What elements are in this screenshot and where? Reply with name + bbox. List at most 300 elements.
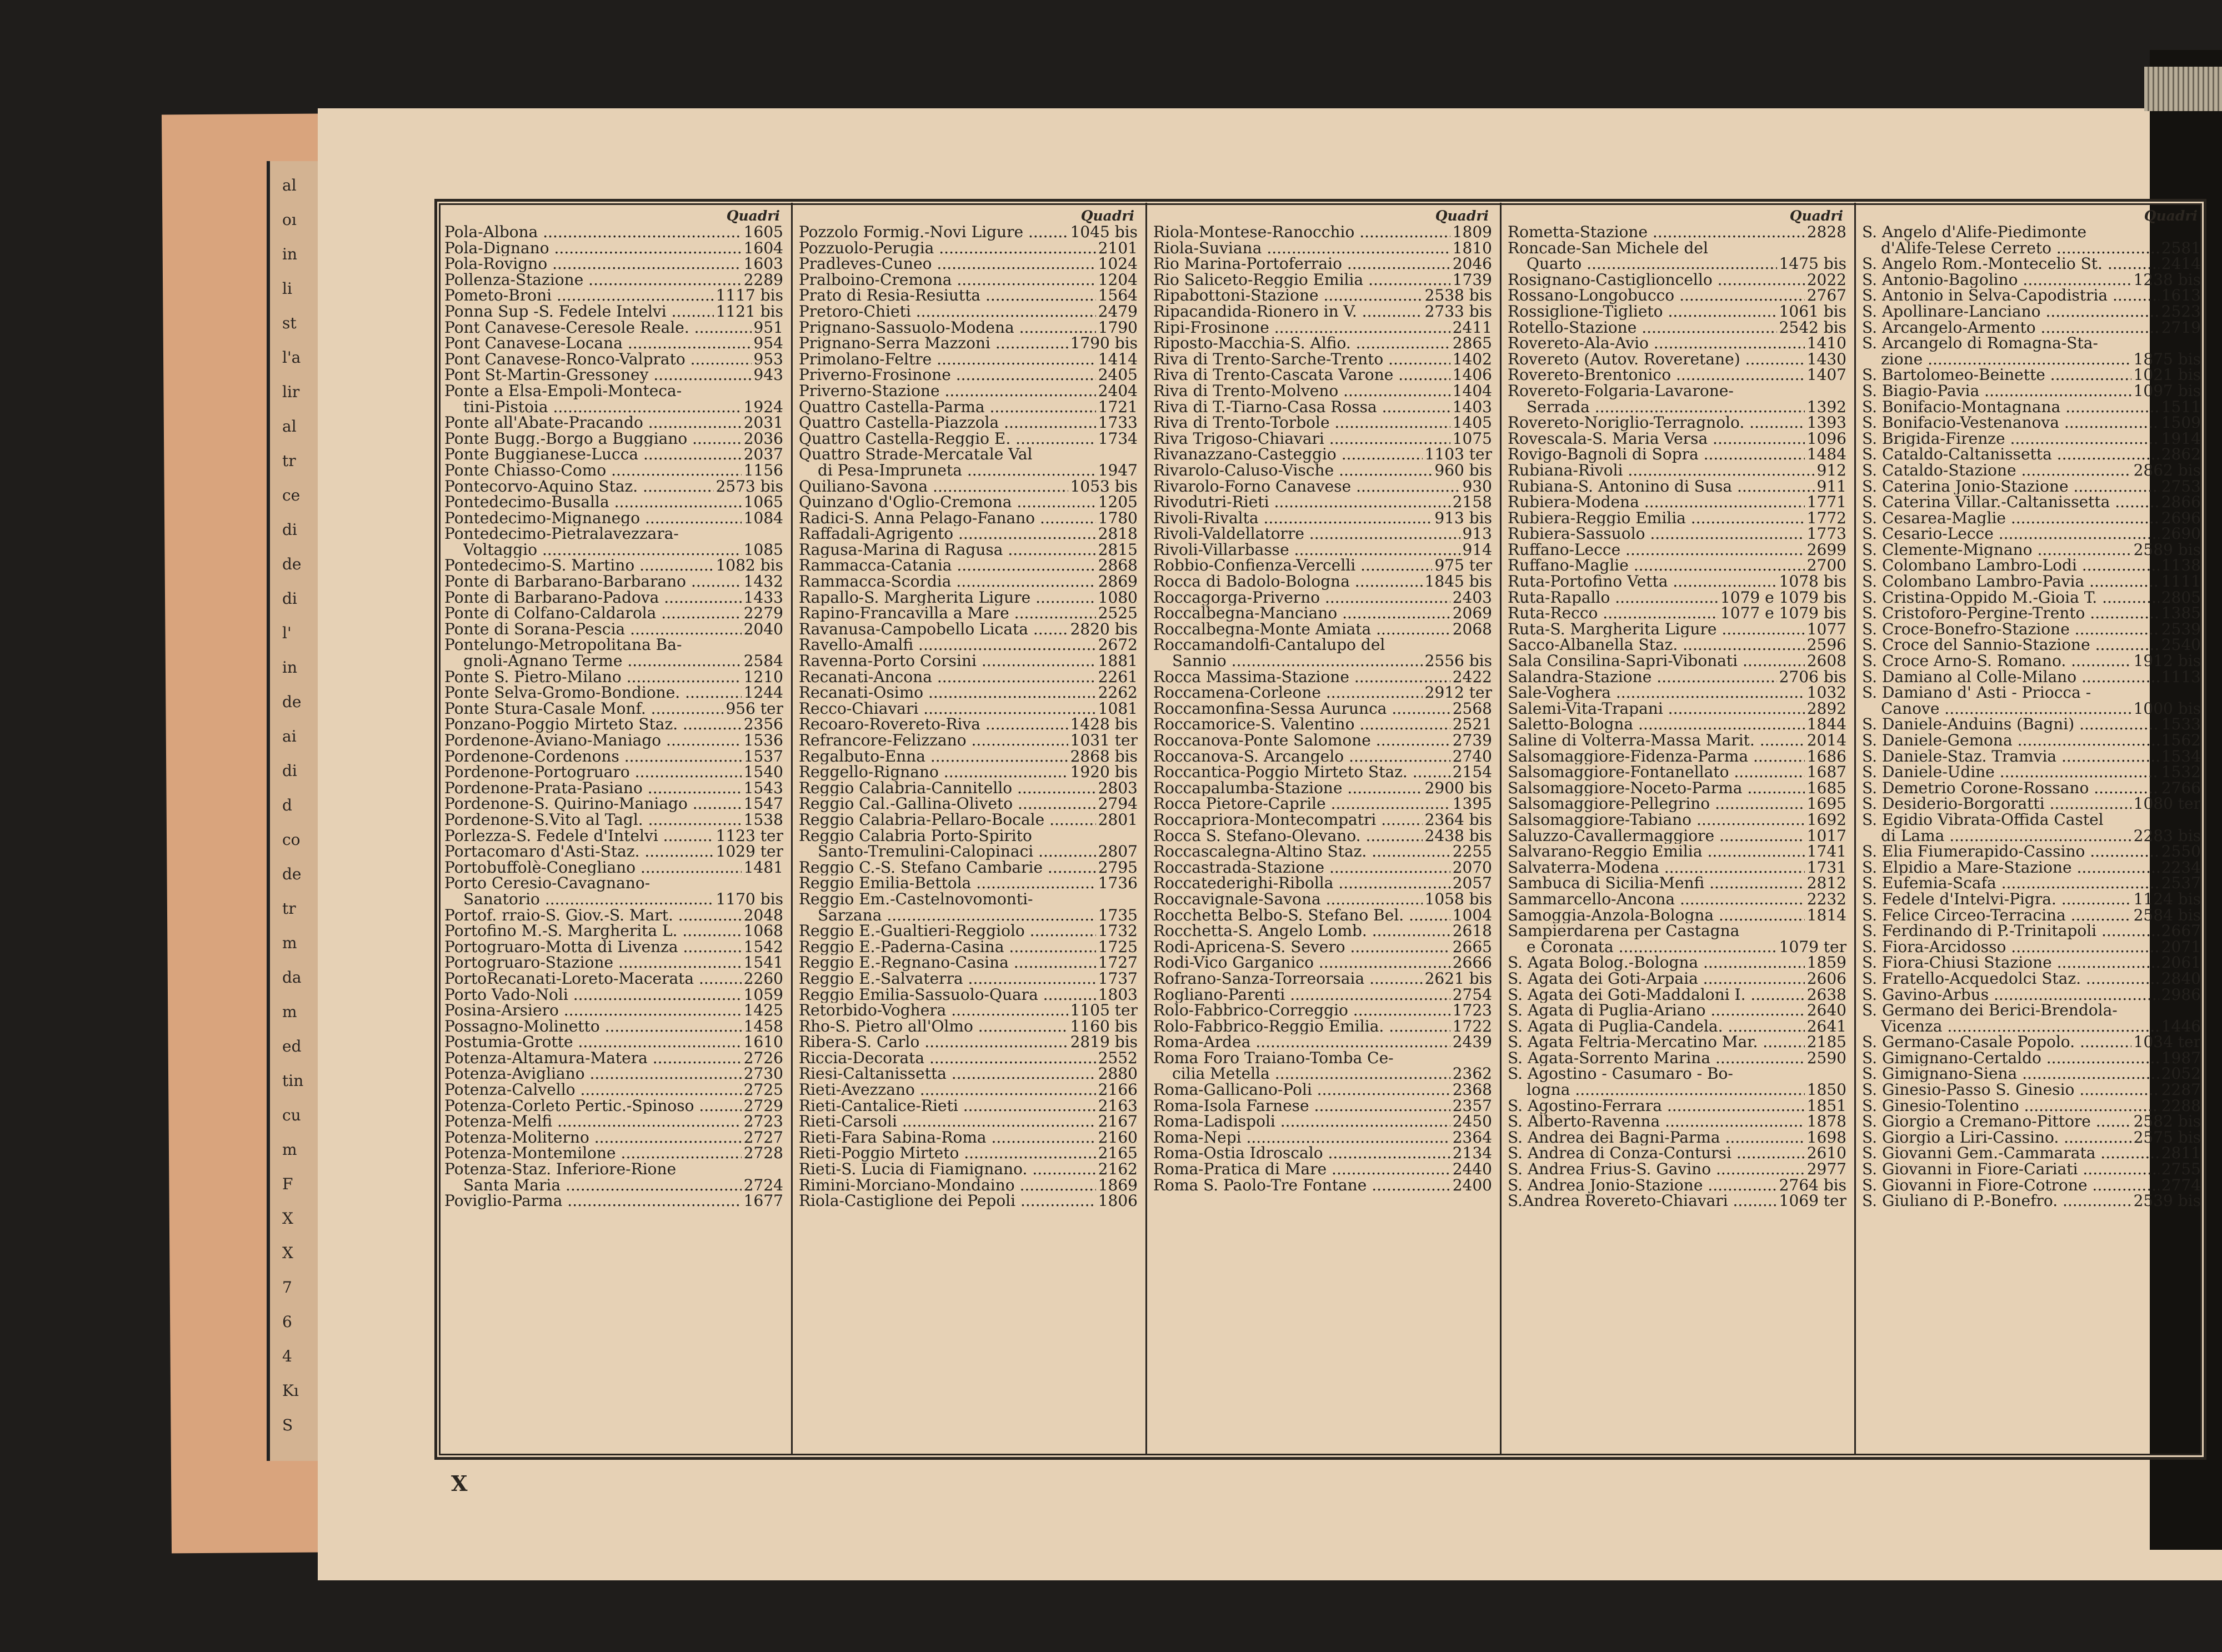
route-name: Rovereto-Ala-Avio ..... bbox=[1508, 336, 1805, 352]
index-entry bbox=[1508, 447, 1846, 463]
route-name: Rivoli-Valdellatorre ..... bbox=[1153, 526, 1460, 542]
route-name: Recco-Chiavari ..... bbox=[799, 701, 1096, 717]
quadro-number: 1790 bis bbox=[1070, 334, 1138, 353]
index-entry bbox=[1153, 669, 1492, 685]
quadro-number: 1806 bbox=[1098, 1192, 1138, 1210]
index-entry bbox=[1153, 1098, 1492, 1114]
route-name: Retorbido-Voghera ..... bbox=[799, 1003, 1068, 1019]
previous-page-text-fragment: in bbox=[282, 658, 297, 677]
route-name: Pont St-Martin-Gressoney ..... bbox=[444, 367, 752, 383]
quadro-number: 2185 bbox=[1806, 1033, 1846, 1052]
index-entry bbox=[1508, 860, 1846, 876]
index-entry bbox=[1153, 844, 1492, 860]
index-entry bbox=[799, 796, 1138, 812]
route-name: Ruta-Recco ..... bbox=[1508, 605, 1718, 622]
index-entry bbox=[799, 971, 1138, 987]
quadro-number: 1402 bbox=[1452, 349, 1492, 368]
index-entry bbox=[444, 349, 783, 368]
route-name: Rocca Pietore-Caprile ..... bbox=[1153, 796, 1450, 812]
index-entry bbox=[444, 1019, 783, 1035]
quadro-number: 1869 bbox=[1098, 1175, 1138, 1194]
route-name: Rubiana-Rivoli ..... bbox=[1508, 463, 1815, 479]
route-name: Salandra-Stazione ..... bbox=[1508, 669, 1777, 685]
quadro-number: 1810 bbox=[1452, 238, 1492, 257]
index-entry bbox=[1862, 764, 2201, 780]
quadro-number: 1082 bis bbox=[715, 556, 783, 575]
route-name: Roccanova-Ponte Salomone ..... bbox=[1153, 733, 1450, 749]
index-entry bbox=[1153, 812, 1492, 828]
quadro-number: 1920 bis bbox=[1070, 763, 1138, 782]
route-name: S. Ginesio-Passo S. Ginesio ..... bbox=[1862, 1082, 2159, 1098]
index-entry bbox=[1862, 447, 2201, 463]
route-name: Ponte di Colfano-Caldarola ..... bbox=[444, 605, 742, 622]
route-name: Reggello-Rignano ..... bbox=[799, 764, 1068, 780]
index-entry bbox=[1153, 1175, 1492, 1194]
quadro-number: 1511 bbox=[2161, 397, 2201, 416]
route-name: Pozzuolo-Perugia ..... bbox=[799, 241, 1096, 257]
index-entry bbox=[799, 349, 1138, 368]
quadro-number: 1814 bbox=[1806, 905, 1846, 924]
index-entry bbox=[1508, 304, 1846, 320]
quadro-number: 1739 bbox=[1452, 270, 1492, 289]
index-entry bbox=[1153, 733, 1492, 749]
index-entry bbox=[1153, 479, 1492, 495]
route-name: Rivoli-Rivalta ..... bbox=[1153, 510, 1432, 527]
index-entry bbox=[444, 1003, 783, 1019]
index-entry bbox=[799, 1193, 1138, 1209]
quadro-number: 1414 bbox=[1098, 349, 1138, 368]
index-entry bbox=[444, 1034, 783, 1050]
index-entry bbox=[1153, 749, 1492, 765]
index-entry bbox=[1862, 320, 2201, 336]
route-name: S. Elpidio a Mare-Stazione ..... bbox=[1862, 860, 2159, 876]
index-entry bbox=[799, 685, 1138, 701]
previous-page-text-fragment: di bbox=[282, 520, 297, 539]
route-name: Rubiera-Modena ..... bbox=[1508, 494, 1805, 510]
quadro-number: 2154 bbox=[1452, 763, 1492, 782]
route-name: Rosignano-Castiglioncello ..... bbox=[1508, 272, 1805, 288]
quadro-number: 2606 bbox=[1806, 969, 1846, 988]
route-name: Ripacandida-Rionero in V. ..... bbox=[1153, 304, 1423, 320]
quadro-number: 2101 bbox=[1098, 238, 1138, 257]
index-entry bbox=[444, 320, 783, 336]
route-name: S. Agostino-Ferrara ..... bbox=[1508, 1098, 1805, 1114]
quadro-number bbox=[781, 637, 783, 653]
index-entry bbox=[799, 526, 1138, 542]
quadro-number: 1405 bbox=[1452, 413, 1492, 432]
quadro-number: 1410 bbox=[1806, 334, 1846, 353]
index-entry bbox=[799, 1175, 1138, 1194]
previous-page-text-fragment: 7 bbox=[282, 1278, 292, 1296]
route-name: Roma-Nepi ..... bbox=[1153, 1130, 1450, 1146]
route-name: Roma Foro Traiano-Tomba Ce- bbox=[1153, 1050, 1394, 1067]
route-name: Roccavignale-Savona ..... bbox=[1153, 892, 1423, 908]
route-name: Rocca Massima-Stazione ..... bbox=[1153, 669, 1450, 685]
previous-page-text-fragment: co bbox=[282, 830, 301, 849]
route-name: Quattro Castella-Piazzola ..... bbox=[799, 415, 1096, 431]
index-entry bbox=[799, 955, 1138, 971]
index-entry bbox=[799, 637, 1138, 653]
route-name: Roccastrada-Stazione ..... bbox=[1153, 860, 1450, 876]
route-name: Rammacca-Catania ..... bbox=[799, 558, 1096, 574]
quadro-number bbox=[1490, 637, 1492, 653]
quadro-number: 1564 bbox=[1098, 286, 1138, 305]
index-entry bbox=[1862, 796, 2201, 812]
route-name: Rolo-Fabbrico-Reggio Emilia. ..... bbox=[1153, 1019, 1450, 1035]
quadro-number: 2729 bbox=[743, 1096, 783, 1115]
route-name: Rio Saliceto-Reggio Emilia ..... bbox=[1153, 272, 1450, 288]
quadro-number: 2640 bbox=[1806, 1001, 1846, 1020]
index-entry bbox=[1862, 971, 2201, 987]
index-entry bbox=[1508, 272, 1846, 288]
route-name: Samoggia-Anzola-Bologna ..... bbox=[1508, 908, 1805, 924]
quadro-number: 1458 bbox=[743, 1017, 783, 1035]
quadro-number: 2538 bis bbox=[1424, 286, 1492, 305]
route-name: Porto Vado-Noli ..... bbox=[444, 987, 742, 1003]
quadro-number: 2794 bbox=[1098, 794, 1138, 813]
quadro-number: 2362 bbox=[1452, 1064, 1492, 1083]
quadro-number: 1695 bbox=[1806, 794, 1846, 813]
index-entry bbox=[1153, 1130, 1492, 1146]
index-entry bbox=[799, 1003, 1138, 1019]
route-name: Pola-Dignano ..... bbox=[444, 241, 742, 257]
quadro-number: 2977 bbox=[1806, 1160, 1846, 1179]
previous-page-text-fragment: de bbox=[282, 555, 302, 573]
index-entry bbox=[444, 460, 783, 479]
previous-page-text-fragment: al bbox=[282, 176, 297, 194]
index-entry bbox=[444, 1114, 783, 1130]
index-entry bbox=[444, 399, 783, 415]
index-entry bbox=[444, 717, 783, 733]
index-entry bbox=[444, 1175, 783, 1194]
route-name: Ripi-Frosinone ..... bbox=[1153, 320, 1450, 336]
quadro-number: 913 bbox=[1462, 524, 1492, 543]
quadro-number: 1509 bbox=[2161, 413, 2201, 432]
quadro-number: 2868 bis bbox=[1070, 747, 1138, 765]
quadro-number: 1053 bis bbox=[1070, 477, 1138, 495]
index-entry bbox=[1862, 224, 2201, 241]
quadro-number: 1069 ter bbox=[1779, 1192, 1846, 1210]
route-name: Roccascalegna-Altino Staz. ..... bbox=[1153, 844, 1450, 860]
index-entry bbox=[799, 238, 1138, 257]
route-name: Sannio ..... bbox=[1172, 653, 1423, 669]
quadro-number: 1205 bbox=[1098, 493, 1138, 512]
route-name: Robbio-Confienza-Vercelli ..... bbox=[1153, 558, 1432, 574]
quadro-number bbox=[1844, 241, 1846, 257]
quadro-number: 1687 bbox=[1806, 763, 1846, 782]
quadro-number: 2733 bis bbox=[1424, 302, 1492, 321]
index-entry bbox=[1508, 1034, 1846, 1050]
route-name: Rivanazzano-Casteggio ..... bbox=[1153, 447, 1423, 463]
quadro-number: 1084 bbox=[743, 508, 783, 527]
route-name: Portogruaro-Motta di Livenza ..... bbox=[444, 939, 742, 955]
index-entry bbox=[1862, 1066, 2201, 1082]
quadro-number: 2699 bbox=[1806, 540, 1846, 559]
route-name: Pontedecimo-Mignanego ..... bbox=[444, 510, 742, 527]
index-entry bbox=[1508, 733, 1846, 749]
route-name: Riva di Trento-Sarche-Trento ..... bbox=[1153, 352, 1450, 368]
previous-page-text-fragment: Kı bbox=[282, 1381, 299, 1400]
index-entry bbox=[799, 844, 1138, 860]
route-name: Rogliano-Parenti ..... bbox=[1153, 987, 1450, 1003]
route-name: Pontedecimo-Pietralavezzara- bbox=[444, 526, 679, 542]
quadro-number: 2160 bbox=[1098, 1128, 1138, 1147]
route-name: Salsomaggiore-Tabiano ..... bbox=[1508, 812, 1805, 828]
route-name: Prato di Resia-Resiutta ..... bbox=[799, 288, 1096, 304]
index-entry bbox=[1153, 905, 1492, 924]
previous-page-text-fragment: li bbox=[282, 279, 292, 298]
quadro-number bbox=[2199, 685, 2201, 701]
quadro-number: 1780 bbox=[1098, 508, 1138, 527]
route-name: S.Andrea Rovereto-Chiavari ..... bbox=[1508, 1193, 1777, 1209]
quadro-number: 2069 bbox=[1452, 604, 1492, 623]
route-name: Ponte S. Pietro-Milano ..... bbox=[444, 669, 742, 685]
quadro-number: 2364 bis bbox=[1424, 810, 1492, 829]
quadro-number: 1065 bbox=[743, 493, 783, 512]
route-name: Rimini-Morciano-Mondaino ..... bbox=[799, 1178, 1096, 1194]
route-name: Rovigo-Bagnoli di Sopra ..... bbox=[1508, 447, 1805, 463]
route-name: Reggio C.-S. Stefano Cambarie ..... bbox=[799, 860, 1096, 876]
index-entry bbox=[1153, 574, 1492, 590]
quadro-number: 2862 bbox=[2161, 445, 2201, 464]
quadro-number: 913 bis bbox=[1434, 508, 1492, 527]
index-entry bbox=[799, 749, 1138, 765]
quadro-number bbox=[1844, 1066, 1846, 1082]
index-entry bbox=[1508, 685, 1846, 701]
index-entry bbox=[799, 272, 1138, 288]
route-name: Quarto ..... bbox=[1527, 256, 1777, 272]
route-name: Rofrano-Sanza-Torreorsaia ..... bbox=[1153, 971, 1423, 987]
quadro-number: 2163 bbox=[1098, 1096, 1138, 1115]
index-entry bbox=[1508, 889, 1846, 908]
quadro-number: 2071 bbox=[2161, 937, 2201, 956]
route-name: Rossiglione-Tiglieto ..... bbox=[1508, 304, 1777, 320]
route-name: S. Andrea di Conza-Contursi ..... bbox=[1508, 1145, 1805, 1162]
previous-page-text-fragment: tr bbox=[282, 452, 296, 470]
quadro-number: 1403 bbox=[1452, 397, 1492, 416]
route-name: Potenza-Corleto Pertic.-Spinoso ..... bbox=[444, 1098, 742, 1114]
index-column-3 bbox=[1153, 208, 1492, 1452]
route-name: Recanati-Ancona ..... bbox=[799, 669, 1096, 685]
index-entry bbox=[444, 574, 783, 590]
quadro-number: 2584 bbox=[743, 652, 783, 670]
route-name: S. Colombano Lambro-Pavia ..... bbox=[1862, 574, 2159, 590]
quadro-number bbox=[781, 1162, 783, 1178]
quadro-number: 1484 bbox=[1806, 445, 1846, 464]
previous-page-text-fragment: l' bbox=[282, 624, 292, 642]
route-name: Reggio Cal.-Gallina-Oliveto ..... bbox=[799, 796, 1096, 812]
route-name: Rodi-Vico Garganico ..... bbox=[1153, 955, 1450, 971]
quadro-number: 1722 bbox=[1452, 1017, 1492, 1035]
route-name: Rivoli-Villarbasse ..... bbox=[1153, 542, 1460, 558]
route-name: S. Ferdinando di P.-Trinitapoli ..... bbox=[1862, 923, 2159, 939]
index-entry bbox=[1862, 669, 2201, 685]
route-name: Ravanusa-Campobello Licata ..... bbox=[799, 622, 1068, 638]
index-entry bbox=[1508, 1050, 1846, 1067]
index-entry bbox=[799, 1162, 1138, 1178]
column-header: Quadri bbox=[726, 208, 780, 224]
route-name: S. Cesario-Lecce ..... bbox=[1862, 526, 2159, 542]
route-name: S. Gimignano-Siena ..... bbox=[1862, 1066, 2159, 1082]
quadro-number: 2608 bbox=[1806, 652, 1846, 670]
index-entry bbox=[1862, 558, 2201, 574]
quadro-number: 2868 bbox=[1098, 556, 1138, 575]
index-entry bbox=[1153, 796, 1492, 812]
quadro-number: 1425 bbox=[743, 1001, 783, 1020]
route-name: S. Andrea Frius-S. Gavino ..... bbox=[1508, 1162, 1805, 1178]
route-name: Recoaro-Rovereto-Riva ..... bbox=[799, 717, 1068, 733]
route-name: Roccatederighi-Ribolla ..... bbox=[1153, 875, 1450, 892]
quadro-number: 2260 bbox=[743, 969, 783, 988]
quadro-number: 2795 bbox=[1098, 858, 1138, 877]
route-name: Roccanova-S. Arcangelo ..... bbox=[1153, 749, 1450, 765]
quadro-number: 2422 bbox=[1452, 667, 1492, 686]
quadro-number: 1406 bbox=[1452, 366, 1492, 384]
quadro-number: 1723 bbox=[1452, 1001, 1492, 1020]
quadro-number: 2596 bbox=[1806, 635, 1846, 654]
quadro-number: 1692 bbox=[1806, 810, 1846, 829]
index-entry bbox=[1153, 1050, 1492, 1067]
index-entry bbox=[1508, 1145, 1846, 1162]
quadro-number bbox=[781, 383, 783, 399]
index-entry bbox=[1153, 336, 1492, 352]
index-entry bbox=[1862, 1034, 2201, 1050]
index-entry bbox=[444, 336, 783, 352]
route-name: Portacomaro d'Asti-Staz. ..... bbox=[444, 844, 714, 860]
route-name: Rieti-S. Lucia di Fiamignano. ..... bbox=[799, 1162, 1096, 1178]
route-name: S. Bonifacio-Vestenanova ..... bbox=[1862, 415, 2159, 431]
quadro-number: 2754 bbox=[1452, 985, 1492, 1004]
previous-page-text-fragment: in bbox=[282, 245, 297, 263]
route-name: Roccapriora-Montecompatri ..... bbox=[1153, 812, 1423, 828]
index-entry bbox=[1153, 653, 1492, 669]
route-name: Pordenone-Aviano-Maniago ..... bbox=[444, 733, 742, 749]
route-name: Roma S. Paolo-Tre Fontane ..... bbox=[1153, 1178, 1450, 1194]
index-entry bbox=[1153, 1145, 1492, 1162]
route-name: Pola-Albona ..... bbox=[444, 224, 742, 241]
index-entry bbox=[1862, 1098, 2201, 1114]
route-name: Primolano-Feltre ..... bbox=[799, 352, 1096, 368]
quadro-number: 1113 bbox=[2161, 667, 2201, 686]
route-name: Reggio E.-Paderna-Casina ..... bbox=[799, 939, 1096, 955]
route-name: Quiliano-Savona ..... bbox=[799, 479, 1068, 495]
index-entry bbox=[1153, 1162, 1492, 1178]
index-entry bbox=[1508, 1082, 1846, 1098]
route-name: Portogruaro-Stazione ..... bbox=[444, 955, 742, 971]
quadro-number: 2167 bbox=[1098, 1112, 1138, 1131]
index-entry bbox=[1862, 399, 2201, 415]
quadro-number: 2575 bis bbox=[2133, 1128, 2201, 1147]
route-name: S. Giorgio a Liri-Cassino. ..... bbox=[1862, 1130, 2131, 1146]
quadro-number: 1924 bbox=[743, 397, 783, 416]
route-name: Postumia-Grotte ..... bbox=[444, 1034, 742, 1050]
index-entry bbox=[1508, 288, 1846, 304]
index-entry bbox=[444, 304, 783, 320]
index-entry bbox=[1153, 590, 1492, 606]
route-name: Riola-Montese-Ranocchio ..... bbox=[1153, 224, 1450, 241]
route-name: Salvaterra-Modena ..... bbox=[1508, 860, 1805, 876]
index-entry bbox=[799, 574, 1138, 590]
route-name: S. Agata-Sorrento Marina ..... bbox=[1508, 1050, 1805, 1067]
index-entry bbox=[799, 542, 1138, 558]
quadro-number: 2610 bbox=[1806, 1144, 1846, 1163]
quadro-number: 1845 bis bbox=[1424, 572, 1492, 591]
route-name: Rivarolo-Caluso-Vische ..... bbox=[1153, 463, 1432, 479]
index-entry bbox=[1153, 494, 1492, 510]
route-name: Ruffano-Maglie ..... bbox=[1508, 558, 1805, 574]
quadro-number: 1772 bbox=[1806, 508, 1846, 527]
route-name: Quattro Castella-Reggio E. ..... bbox=[799, 431, 1096, 447]
quadro-number: 1004 bbox=[1452, 905, 1492, 924]
route-name: Rapino-Francavilla a Mare ..... bbox=[799, 605, 1096, 622]
route-name: S. Bonifacio-Montagnana ..... bbox=[1862, 399, 2159, 415]
index-entry bbox=[799, 923, 1138, 939]
route-name: Rocca S. Stefano-Olevano. ..... bbox=[1153, 828, 1423, 844]
quadro-number: 2525 bbox=[1098, 604, 1138, 623]
index-entry bbox=[444, 590, 783, 606]
index-entry bbox=[1862, 288, 2201, 304]
index-entry bbox=[1862, 304, 2201, 320]
quadro-number: 2568 bbox=[1452, 699, 1492, 718]
route-name: Salsomaggiore-Pellegrino ..... bbox=[1508, 796, 1805, 812]
index-entry bbox=[1153, 542, 1492, 558]
route-name: S. Damiano al Colle-Milano ..... bbox=[1862, 669, 2159, 685]
quadro-number: 2162 bbox=[1098, 1160, 1138, 1179]
quadro-number: 1547 bbox=[743, 794, 783, 813]
quadro-number: 2048 bbox=[743, 905, 783, 924]
quadro-number: 1123 ter bbox=[715, 826, 783, 845]
quadro-number: 2866 bbox=[2161, 493, 2201, 512]
quadro-number: 2819 bis bbox=[1070, 1033, 1138, 1052]
quadro-number: 2068 bbox=[1452, 619, 1492, 638]
route-name: Rocca di Badolo-Bologna ..... bbox=[1153, 574, 1423, 590]
route-name: Rovereto-Noriglio-Terragnolo. ..... bbox=[1508, 415, 1805, 431]
route-name: Ruta-S. Margherita Ligure ..... bbox=[1508, 622, 1805, 638]
route-name: S. Felice Circeo-Terracina ..... bbox=[1862, 908, 2131, 924]
quadro-number bbox=[781, 526, 783, 542]
index-entry bbox=[1862, 1019, 2201, 1035]
index-entry bbox=[444, 685, 783, 701]
route-name: Roncade-San Michele del bbox=[1508, 240, 1708, 257]
quadro-number: 1881 bbox=[1098, 652, 1138, 670]
route-name: Prignano-Serra Mazzoni ..... bbox=[799, 336, 1068, 352]
index-entry bbox=[1153, 224, 1492, 241]
route-name: Ripabottoni-Stazione ..... bbox=[1153, 288, 1423, 304]
quadro-number: 2672 bbox=[1098, 635, 1138, 654]
quadro-number: 1809 bbox=[1452, 223, 1492, 241]
quadro-number: 1605 bbox=[743, 223, 783, 241]
quadro-number: 2404 bbox=[1098, 381, 1138, 400]
quadro-number: 1029 ter bbox=[715, 842, 783, 861]
quadro-number: 1117 bis bbox=[715, 286, 783, 305]
quadro-number: 2912 ter bbox=[1424, 683, 1492, 702]
route-name: Pordenone-Portogruaro ..... bbox=[444, 764, 742, 780]
index-entry bbox=[1508, 367, 1846, 383]
quadro-number: 2134 bbox=[1452, 1144, 1492, 1163]
quadro-number: 1059 bbox=[743, 985, 783, 1004]
index-entry bbox=[1153, 685, 1492, 701]
index-entry bbox=[1153, 939, 1492, 955]
quadro-number: 2479 bbox=[1098, 302, 1138, 321]
previous-page-text-fragment: ai bbox=[282, 727, 297, 745]
quadro-number: 1947 bbox=[1098, 460, 1138, 479]
index-entry bbox=[799, 733, 1138, 749]
route-name: Sampierdarena per Castagna bbox=[1508, 923, 1740, 939]
index-entry bbox=[799, 780, 1138, 797]
quadro-number: 2450 bbox=[1452, 1112, 1492, 1131]
quadro-number: 1077 bbox=[1806, 619, 1846, 638]
route-name: Priverno-Stazione ..... bbox=[799, 383, 1096, 399]
